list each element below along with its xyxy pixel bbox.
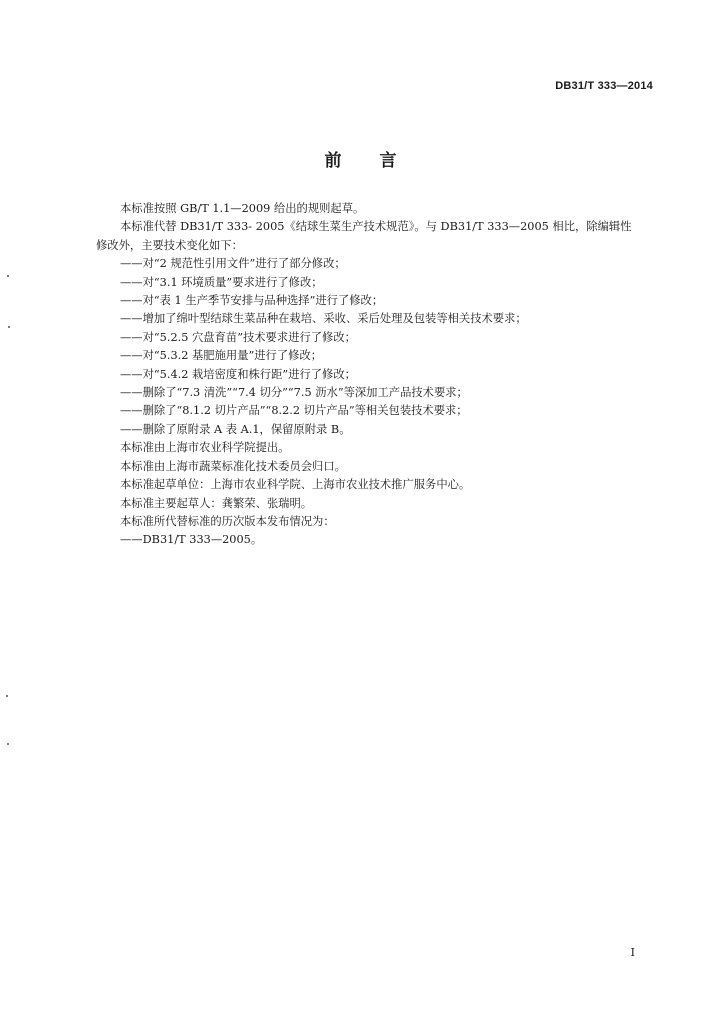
scan-speck [8, 326, 10, 328]
change-item: ——增加了绵叶型结球生菜品种在栽培、采收、采后处理及包装等相关技术要求； [120, 312, 527, 326]
history-item: ——DB31/T 333—2005。 [120, 533, 263, 547]
change-item: ——对“2 规范性引用文件”进行了部分修改； [120, 257, 346, 271]
change-item: ——对“5.4.2 栽培密度和株行距”进行了修改； [120, 367, 356, 381]
document-code: DB31/T 333—2014 [555, 80, 653, 92]
paragraph-drafting-rule: 本标准按照 GB/T 1.1—2009 给出的规则起草。 [120, 202, 365, 215]
change-item: ——对“表 1 生产季节安排与品种选择”进行了修改； [120, 294, 384, 308]
scan-speck [7, 275, 9, 277]
paragraph-committee: 本标准由上海市蔬菜标准化技术委员会归口。 [120, 459, 346, 473]
scan-speck [7, 743, 9, 745]
change-item: ——删除了“8.1.2 切片产品”“8.2.2 切片产品”等相关包装技术要求； [120, 404, 468, 418]
paragraph-history: 本标准所代替标准的历次版本发布情况为： [120, 514, 335, 528]
scan-speck [6, 695, 8, 697]
change-item: ——对“3.1 环境质量”要求进行了修改； [120, 275, 323, 289]
paragraph-drafters: 本标准主要起草人：龚繁荣、张瑞明。 [120, 496, 313, 510]
page-title: 前言 [324, 151, 435, 171]
change-item: ——对“5.2.5 穴盘育苗”技术要求进行了修改； [120, 330, 356, 344]
page-number: I [630, 946, 635, 959]
paragraph-drafting-unit: 本标准起草单位：上海市农业科学院、上海市农业技术推广服务中心。 [120, 478, 471, 492]
paragraph-proposer: 本标准由上海市农业科学院提出。 [120, 441, 290, 455]
change-item: ——删除了“7.3 清洗”“7.4 切分”“7.5 沥水”等深加工产品技术要求； [120, 386, 468, 400]
change-item: ——对“5.3.2 基肥施用量”进行了修改； [120, 349, 323, 363]
foreword-body [96, 200, 656, 550]
change-item: ——删除了原附录 A 表 A.1，保留原附录 B。 [120, 422, 351, 436]
paragraph-replacement-continued: 修改外，主要技术变化如下： [96, 238, 243, 252]
paragraph-replacement: 本标准代替 DB31/T 333- 2005《结球生菜生产技术规范》。与 DB31/T 333—2005 相比，除编辑性 [120, 220, 632, 234]
